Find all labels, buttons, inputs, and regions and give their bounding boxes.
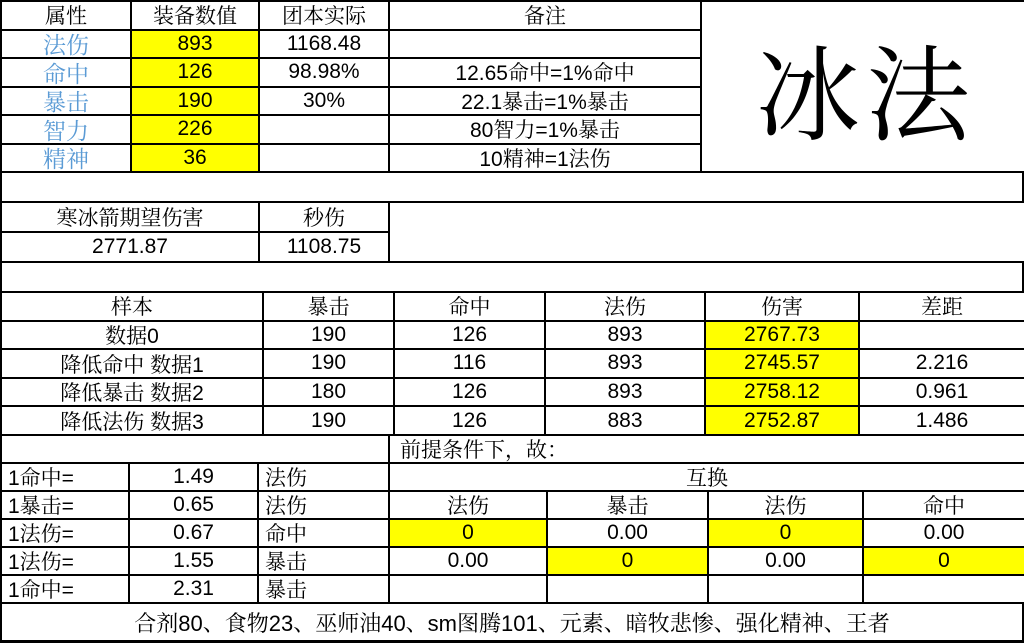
rate-unit: 法伤: [259, 464, 390, 492]
equip-value-cell: 893: [132, 31, 260, 60]
rate-value: 2.31: [130, 576, 259, 604]
sample-crit: 190: [264, 350, 395, 379]
rate-unit: 命中: [259, 520, 390, 548]
header-sample: 样本: [2, 293, 264, 322]
rate-value: 1.49: [130, 464, 259, 492]
equip-value-cell: 126: [132, 59, 260, 88]
empty-cell: [2, 436, 390, 464]
swap-value: 0.00: [709, 548, 864, 576]
empty-row: [0, 263, 1024, 293]
frostbolt-expected-value: 2771.87: [2, 233, 260, 263]
raid-actual-cell: 98.98%: [260, 59, 390, 88]
sample-spell-power: 893: [546, 322, 706, 351]
header-note: 备注: [390, 2, 702, 31]
sample-table: [0, 293, 1024, 436]
raid-actual-cell: 30%: [260, 88, 390, 117]
sample-spell-power: 883: [546, 407, 706, 436]
rate-label: 1法伤=: [2, 520, 130, 548]
sample-gap: 0.961: [860, 379, 1024, 408]
header-gap: 差距: [860, 293, 1024, 322]
header-damage: 伤害: [706, 293, 860, 322]
swap-header-spell-power: 法伤: [390, 492, 548, 520]
raid-actual-cell: [260, 145, 390, 174]
sample-damage: 2752.87: [706, 407, 860, 436]
attribute-table: [0, 0, 1024, 173]
empty-cell: [548, 576, 709, 604]
note-cell: 80智力=1%暴击: [390, 116, 702, 145]
rate-unit: 暴击: [259, 576, 390, 604]
sample-hit: 126: [395, 322, 546, 351]
header-frostbolt-expected: 寒冰箭期望伤害: [2, 203, 260, 233]
sample-crit: 190: [264, 407, 395, 436]
dps-value: 1108.75: [260, 233, 390, 263]
rate-value: 0.67: [130, 520, 259, 548]
raid-actual-cell: [260, 116, 390, 145]
sample-damage: 2745.57: [706, 350, 860, 379]
swap-value: 0.00: [390, 548, 548, 576]
rate-label: 1暴击=: [2, 492, 130, 520]
rate-label: 1命中=: [2, 464, 130, 492]
rate-value: 0.65: [130, 492, 259, 520]
header-crit: 暴击: [264, 293, 395, 322]
sample-row-label: 降低法伤 数据3: [2, 407, 264, 436]
exchange-table: [0, 436, 1024, 604]
sample-crit: 180: [264, 379, 395, 408]
sample-gap: 1.486: [860, 407, 1024, 436]
equip-value-cell: 190: [132, 88, 260, 117]
rate-label: 1法伤=: [2, 548, 130, 576]
swap-value: 0: [548, 548, 709, 576]
sample-row-label: 数据0: [2, 322, 264, 351]
sample-gap: [860, 322, 1024, 351]
header-hit: 命中: [395, 293, 546, 322]
empty-cell: [390, 203, 1024, 263]
header-raid-actual: 团本实际: [260, 2, 390, 31]
note-cell: 12.65命中=1%命中: [390, 59, 702, 88]
note-cell: [390, 31, 702, 60]
header-equip-value: 装备数值: [132, 2, 260, 31]
rate-unit: 法伤: [259, 492, 390, 520]
rate-value: 1.55: [130, 548, 259, 576]
header-dps: 秒伤: [260, 203, 390, 233]
sample-spell-power: 893: [546, 379, 706, 408]
sample-spell-power: 893: [546, 350, 706, 379]
note-cell: 10精神=1法伤: [390, 145, 702, 174]
empty-cell: [709, 576, 864, 604]
attr-label: 暴击: [2, 88, 132, 117]
note-cell: 22.1暴击=1%暴击: [390, 88, 702, 117]
rate-unit: 暴击: [259, 548, 390, 576]
empty-row: [0, 173, 1024, 203]
empty-cell: [390, 576, 548, 604]
header-spell-power: 法伤: [546, 293, 706, 322]
raid-actual-cell: 1168.48: [260, 31, 390, 60]
equip-value-cell: 226: [132, 116, 260, 145]
equip-value-cell: 36: [132, 145, 260, 174]
attr-label: 智力: [2, 116, 132, 145]
sample-hit: 126: [395, 407, 546, 436]
buff-list-note: 合剂80、食物23、巫师油40、sm图腾101、元素、暗牧悲惨、强化精神、王者: [0, 604, 1024, 643]
swap-header-crit: 暴击: [548, 492, 709, 520]
sample-gap: 2.216: [860, 350, 1024, 379]
swap-value: 0.00: [548, 520, 709, 548]
empty-cell: [864, 576, 1024, 604]
attr-label: 法伤: [2, 31, 132, 60]
rate-label: 1命中=: [2, 576, 130, 604]
sample-crit: 190: [264, 322, 395, 351]
swap-value: 0: [709, 520, 864, 548]
class-title: 冰法: [702, 2, 1024, 173]
attr-label: 命中: [2, 59, 132, 88]
swap-value: 0.00: [864, 520, 1024, 548]
sample-damage: 2758.12: [706, 379, 860, 408]
swap-value: 0: [864, 548, 1024, 576]
header-attribute: 属性: [2, 2, 132, 31]
swap-title: 互换: [390, 464, 1024, 492]
swap-header-spell-power: 法伤: [709, 492, 864, 520]
sample-hit: 126: [395, 379, 546, 408]
swap-value: 0: [390, 520, 548, 548]
premise-note: 前提条件下，故：: [390, 436, 1024, 464]
attr-label: 精神: [2, 145, 132, 174]
expected-damage-table: [0, 203, 1024, 263]
sample-row-label: 降低命中 数据1: [2, 350, 264, 379]
sample-row-label: 降低暴击 数据2: [2, 379, 264, 408]
sample-damage: 2767.73: [706, 322, 860, 351]
swap-header-hit: 命中: [864, 492, 1024, 520]
sample-hit: 116: [395, 350, 546, 379]
